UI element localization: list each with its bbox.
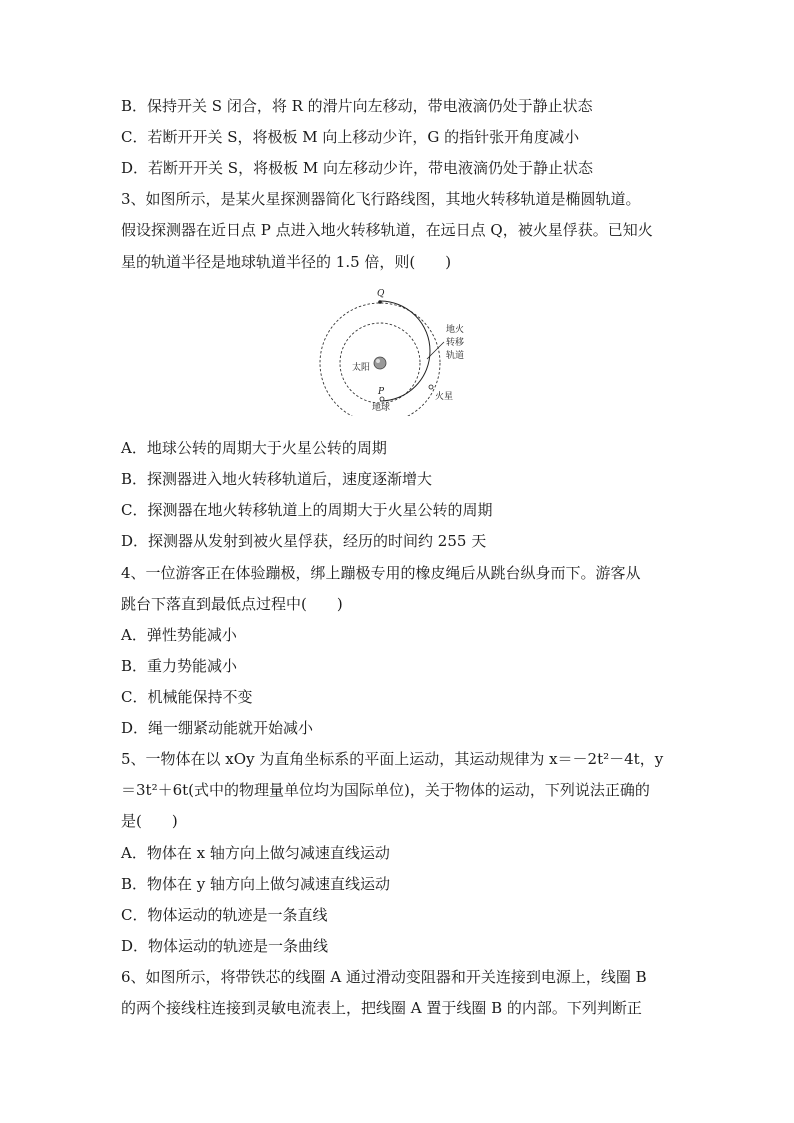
sun-icon	[374, 357, 386, 369]
q5-option-b: B．物体在 y 轴方向上做匀减速直线运动	[121, 875, 391, 893]
label-earth: 地球	[372, 403, 391, 413]
label-orbit-3: 轨道	[446, 351, 465, 361]
label-orbit-2: 转移	[446, 338, 465, 348]
q5-option-c: C．物体运动的轨迹是一条直线	[121, 906, 328, 924]
point-q-marker	[378, 300, 382, 304]
orbit-diagram	[316, 286, 476, 416]
q2-option-d: D．若断开开关 S，将极板 M 向左移动少许，带电液滴仍处于静止状态	[121, 159, 593, 177]
label-sun: 太阳	[352, 363, 371, 373]
q4-stem-line-1: 4、一位游客正在体验蹦极，绑上蹦极专用的橡皮绳后从跳台纵身而下。游客从	[121, 564, 641, 582]
transfer-orbit	[380, 301, 430, 401]
q5-stem-line-3: 是( )	[121, 812, 178, 830]
q5-stem-line-2: ＝3t²＋6t(式中的物理量单位均为国际单位)，关于物体的运动，下列说法正确的	[121, 781, 650, 799]
sun-highlight	[376, 359, 380, 363]
q4-option-c: C．机械能保持不变	[121, 688, 253, 706]
q3-stem-line-3: 星的轨道半径是地球轨道半径的 1.5 倍，则( )	[121, 253, 452, 271]
q3-stem-line-2: 假设探测器在近日点 P 点进入地火转移轨道，在远日点 Q，被火星俘获。已知火	[121, 221, 653, 239]
label-p: P	[378, 387, 385, 397]
mars-marker	[429, 385, 433, 389]
q3-option-b: B．探测器进入地火转移轨道后，速度逐渐增大	[121, 470, 433, 488]
q5-option-d: D．物体运动的轨迹是一条曲线	[121, 937, 329, 955]
q3-stem-line-1: 3、如图所示，是某火星探测器简化飞行路线图，其地火转移轨道是椭圆轨道。	[121, 190, 641, 208]
q4-option-d: D．绳一绷紧动能就开始减小	[121, 719, 314, 737]
q4-stem-line-2: 跳台下落直到最低点过程中( )	[121, 595, 343, 613]
q5-stem-line-1: 5、一物体在以 xOy 为直角坐标系的平面上运动，其运动规律为 x＝－2t²－4t，y	[121, 750, 664, 768]
label-q: Q	[377, 289, 385, 299]
q3-option-a: A．地球公转的周期大于火星公转的周期	[121, 439, 387, 457]
q4-option-b: B．重力势能减小	[121, 657, 238, 675]
label-mars: 火星	[435, 392, 454, 402]
q5-option-a: A．物体在 x 轴方向上做匀减速直线运动	[121, 844, 390, 862]
q3-option-d: D．探测器从发射到被火星俘获，经历的时间约 255 天	[121, 532, 487, 550]
q6-stem-line-2: 的两个接线柱连接到灵敏电流表上，把线圈 A 置于线圈 B 的内部。下列判断正	[121, 999, 642, 1017]
q4-option-a: A．弹性势能减小	[121, 626, 237, 644]
q6-stem-line-1: 6、如图所示，将带铁芯的线圈 A 通过滑动变阻器和开关连接到电源上，线圈 B	[121, 968, 647, 986]
q2-option-b: B．保持开关 S 闭合，将 R 的滑片向左移动，带电液滴仍处于静止状态	[121, 97, 593, 115]
earth-marker	[380, 397, 384, 401]
label-orbit-1: 地火	[446, 325, 465, 335]
q3-option-c: C．探测器在地火转移轨道上的周期大于火星公转的周期	[121, 501, 493, 519]
q2-option-c: C．若断开开关 S，将极板 M 向上移动少许，G 的指针张开角度减小	[121, 128, 580, 146]
